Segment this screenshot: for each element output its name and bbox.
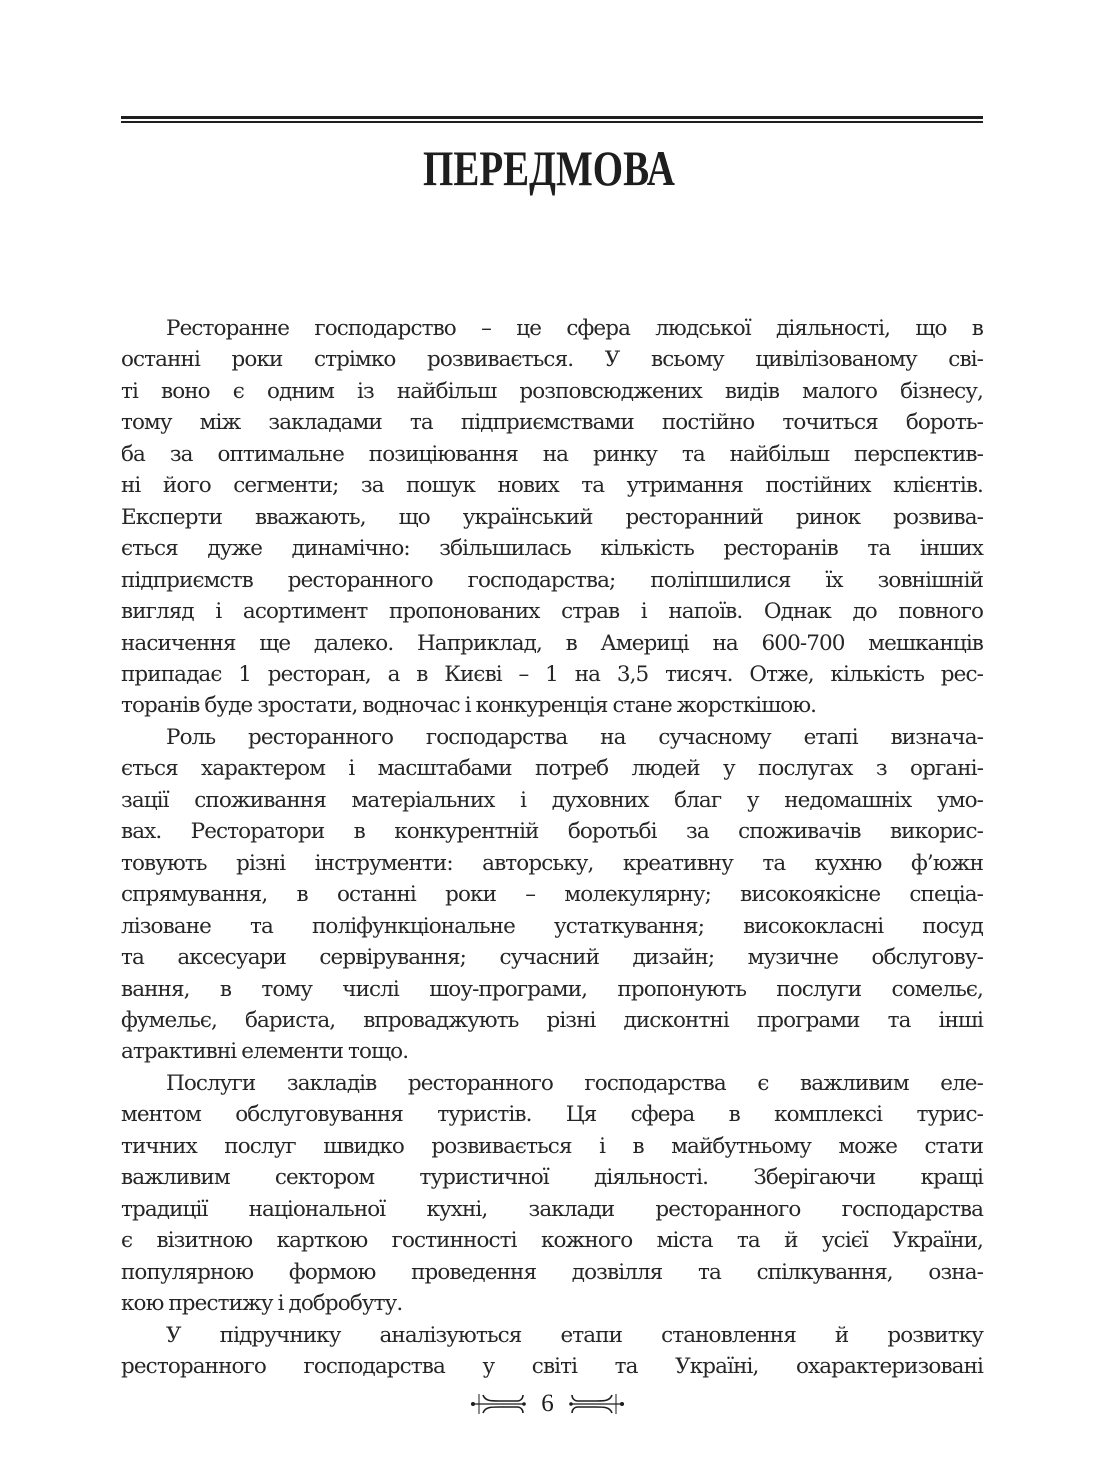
text-line: ні його сегменти; за пошук нових та утримання постійних клієнтів.	[121, 473, 983, 499]
text-line: вах. Ресторатори в конкурентній боротьбі за споживачів викорис-	[121, 819, 983, 845]
text-line: атрактивні елементи тощо.	[121, 1039, 409, 1065]
text-line: ба за оптимальне позиціювання на ринку та найбільш перспектив-	[121, 441, 983, 467]
page-footer	[0, 1384, 1095, 1424]
text-line: ється дуже динамічно: збільшилась кількість ресторанів та інших	[121, 536, 983, 562]
ornament-scroll-left-icon	[469, 1391, 527, 1417]
text-line: тичних послуг швидко розвивається і в майбутньому може стати	[121, 1133, 983, 1159]
text-line: насичення ще далеко. Наприклад, в Америці на 600-700 мешканців	[121, 630, 983, 656]
text-line: торанів буде зростати, водночас і конкуренція стане жорсткішою.	[121, 693, 817, 719]
page-number: 6	[541, 1390, 554, 1417]
header-double-rule	[121, 116, 983, 125]
text-line: У підручнику аналізуються етапи становлення й розвитку	[166, 1322, 983, 1348]
text-line: Експерти вважають, що український ресторанний ринок розвива-	[121, 504, 983, 530]
text-line: тому між закладами та підприємствами постійно точиться бороть-	[121, 410, 983, 436]
rule-thick-line	[121, 116, 983, 119]
text-line: та аксесуари сервірування; сучасний дизайн; музичне обслугову-	[121, 945, 983, 971]
text-line: Послуги закладів ресторанного господарства є важливим еле-	[166, 1070, 983, 1096]
text-line: є візитною карткою гостинності кожного міста та й усієї України,	[121, 1228, 983, 1254]
text-line: останні роки стрімко розвивається. У всьому цивілізованому сві-	[121, 347, 983, 373]
text-line: ментом обслуговування туристів. Ця сфера в комплексі турис-	[121, 1102, 983, 1128]
text-line: Роль ресторанного господарства на сучасному етапі визнача-	[166, 724, 983, 750]
body-text	[121, 313, 983, 1382]
text-line: припадає 1 ресторан, а в Києві – 1 на 3,5 тисяч. Отже, кількість рес-	[121, 661, 983, 687]
paragraph	[121, 1068, 983, 1320]
text-line: лізоване та поліфункціональне устаткування; висококласні посуд	[121, 913, 983, 939]
text-line: підприємств ресторанного господарства; поліпшилися їх зовнішній	[121, 567, 983, 593]
paragraph	[121, 722, 983, 1068]
paragraph	[121, 313, 983, 722]
ornament-scroll-right-icon	[568, 1391, 626, 1417]
rule-thin-line	[121, 121, 983, 123]
paragraph	[121, 1320, 983, 1383]
text-line: спрямування, в останні роки – молекулярну; високоякісне спеціа-	[121, 882, 983, 908]
text-line: Ресторанне господарство – це сфера людської діяльності, що в	[166, 316, 983, 341]
text-line: вигляд і асортимент пропонованих страв і напоїв. Однак до повного	[121, 599, 983, 625]
text-line: ресторанного господарства у світі та Україні, охарактеризовані	[121, 1353, 983, 1379]
text-line: вання, в тому числі шоу-програми, пропонують послуги сомельє,	[121, 976, 983, 1002]
text-line: товують різні інструменти: авторську, креативну та кухню ф’южн	[121, 850, 983, 876]
page-title: ПЕРЕДМОВА	[422, 140, 675, 196]
text-line: популярною формою проведення дозвілля та спілкування, озна-	[121, 1259, 983, 1285]
text-line: фумельє, бариста, впроваджують різні дисконтні програми та інші	[121, 1007, 983, 1033]
text-line: традиції національної кухні, заклади ресторанного господарства	[121, 1196, 983, 1222]
text-line: кою престижу і добробуту.	[121, 1291, 403, 1317]
text-line: зації споживання матеріальних і духовних благ у недомашніх умо-	[121, 787, 983, 813]
text-line: ється характером і масштабами потреб людей у послугах з органі-	[121, 756, 983, 782]
text-line: ті воно є одним із найбільш розповсюджених видів малого бізнесу,	[121, 378, 983, 404]
text-line: важливим сектором туристичної діяльності. Зберігаючи кращі	[121, 1165, 983, 1191]
